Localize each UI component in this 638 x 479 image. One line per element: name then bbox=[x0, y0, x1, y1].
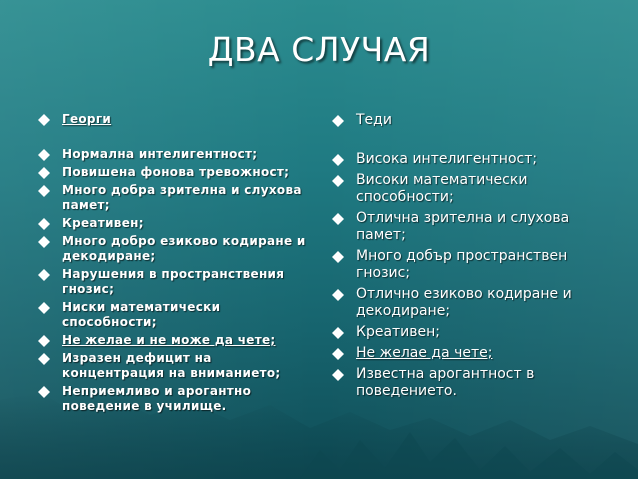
list-item bbox=[38, 234, 308, 264]
diamond-bullet-icon bbox=[38, 185, 50, 197]
list-item-text: Отлично езиково кодиране и декодиране; bbox=[356, 286, 572, 319]
list-item bbox=[332, 345, 602, 362]
list-item-text: Изразен дефицит на концентрация на вниманието; bbox=[62, 351, 281, 380]
diamond-bullet-icon bbox=[332, 251, 344, 263]
list-item bbox=[38, 333, 308, 348]
diamond-bullet-icon bbox=[38, 236, 50, 248]
list-item bbox=[332, 286, 602, 320]
list-item bbox=[332, 151, 602, 168]
diamond-bullet-icon bbox=[332, 175, 344, 187]
list-item-text: Много добър пространствен гнозис; bbox=[356, 248, 568, 281]
list-item-text: Не желае и не може да чете; bbox=[62, 333, 276, 347]
list-item-text: Георги bbox=[62, 112, 112, 126]
diamond-bullet-icon bbox=[38, 335, 50, 347]
list-item bbox=[332, 210, 602, 244]
list-item bbox=[38, 300, 308, 330]
list-item-text: Известна арогантност в поведението. bbox=[356, 366, 535, 399]
list-item-text: Теди bbox=[356, 112, 392, 128]
slide-title: ДВА СЛУЧАЯ bbox=[207, 30, 431, 69]
diamond-bullet-icon bbox=[38, 269, 50, 281]
list-item-text: Много добро езиково кодиране и декодиране; bbox=[62, 234, 306, 263]
list-item bbox=[38, 112, 308, 127]
list-item bbox=[332, 324, 602, 341]
diamond-bullet-icon bbox=[332, 348, 344, 360]
list-item bbox=[332, 172, 602, 206]
list-item bbox=[332, 248, 602, 282]
diamond-bullet-icon bbox=[38, 218, 50, 230]
list-item-text: Неприемливо и арогантно поведение в училище. bbox=[62, 384, 252, 413]
list-item bbox=[38, 351, 308, 381]
diamond-bullet-icon bbox=[332, 369, 344, 381]
list-item bbox=[38, 216, 308, 231]
diamond-bullet-icon bbox=[332, 115, 344, 127]
list-item bbox=[332, 112, 602, 129]
left-column-list bbox=[38, 112, 308, 417]
diamond-bullet-icon bbox=[38, 149, 50, 161]
list-item bbox=[38, 384, 308, 414]
list-item-text: Отлична зрителна и слухова памет; bbox=[356, 210, 570, 243]
diamond-bullet-icon bbox=[332, 289, 344, 301]
list-item bbox=[38, 183, 308, 213]
list-item-text: Нормална интелигентност; bbox=[62, 147, 258, 161]
diamond-bullet-icon bbox=[38, 302, 50, 314]
list-item-text: Високи математически способности; bbox=[356, 172, 528, 205]
list-item-text: Не желае да чете; bbox=[356, 345, 493, 361]
diamond-bullet-icon bbox=[332, 327, 344, 339]
list-item-text: Повишена фонова тревожност; bbox=[62, 165, 290, 179]
diamond-bullet-icon bbox=[332, 213, 344, 225]
diamond-bullet-icon bbox=[38, 167, 50, 179]
list-item-text: Нарушения в пространствения гнозис; bbox=[62, 267, 285, 296]
right-column-list bbox=[332, 112, 602, 404]
diamond-bullet-icon bbox=[38, 353, 50, 365]
list-item-text: Креативен; bbox=[62, 216, 144, 230]
list-item-text: Висока интелигентност; bbox=[356, 151, 538, 167]
list-item bbox=[38, 267, 308, 297]
list-item bbox=[38, 165, 308, 180]
list-item bbox=[38, 147, 308, 162]
list-item-text: Ниски математически способности; bbox=[62, 300, 221, 329]
list-item bbox=[332, 366, 602, 400]
diamond-bullet-icon bbox=[38, 386, 50, 398]
list-item-text: Креативен; bbox=[356, 324, 441, 340]
list-item-text: Много добра зрителна и слухова памет; bbox=[62, 183, 302, 212]
diamond-bullet-icon bbox=[332, 154, 344, 166]
diamond-bullet-icon bbox=[38, 114, 50, 126]
